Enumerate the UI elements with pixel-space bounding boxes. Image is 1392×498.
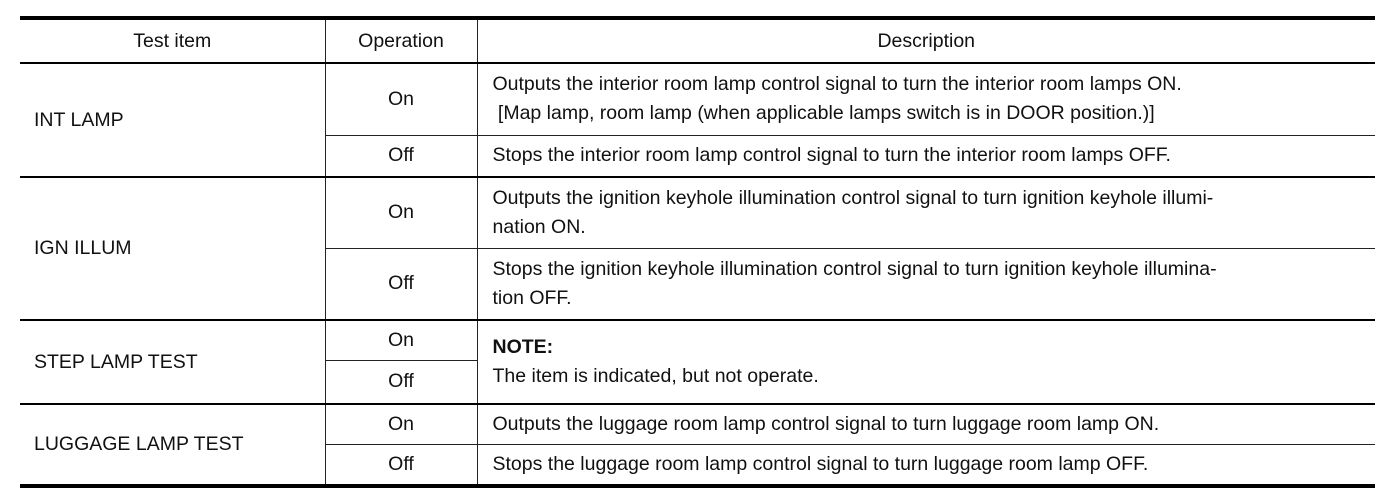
description-cell: [477, 177, 1375, 248]
table-row: [20, 63, 1375, 135]
description-line: Stops the ignition keyhole illumination control signal to turn ignition keyhole illumina-: [492, 257, 1217, 280]
note-cell: [477, 320, 1375, 404]
description-line: Outputs the luggage room lamp control signal to turn luggage room lamp ON.: [492, 412, 1160, 435]
header-test-item: Test item: [20, 18, 325, 63]
header-row: [20, 18, 1375, 63]
operation-on: On: [325, 404, 477, 444]
operation-on: On: [325, 177, 477, 248]
description-line: nation ON.: [492, 215, 586, 238]
description-line: tion OFF.: [492, 286, 572, 309]
description-cell: [477, 248, 1375, 320]
note-text: The item is indicated, but not operate.: [492, 365, 819, 387]
operation-off: Off: [325, 444, 477, 486]
test-item-int-lamp: INT LAMP: [20, 63, 325, 177]
header-operation: Operation: [325, 18, 477, 63]
description-line: [Map lamp, room lamp (when applicable lamps switch is in DOOR position.)]: [492, 102, 1155, 125]
description-line: Outputs the ignition keyhole illumination control signal to turn ignition keyhole illumi-: [492, 186, 1214, 209]
note-title: NOTE:: [492, 336, 554, 358]
table-row: [20, 177, 1375, 248]
description-line: Stops the luggage room lamp control signal to turn luggage room lamp OFF.: [492, 452, 1149, 475]
operation-off: Off: [325, 135, 477, 177]
operation-off: Off: [325, 360, 477, 404]
description-line: Stops the interior room lamp control signal to turn the interior room lamps OFF.: [492, 144, 1171, 167]
test-item-table: [20, 16, 1375, 488]
description-line: Outputs the interior room lamp control signal to turn the interior room lamps ON.: [492, 73, 1182, 96]
header-description: Description: [477, 18, 1375, 63]
table-row: [20, 320, 1375, 360]
test-item-ign-illum: IGN ILLUM: [20, 177, 325, 320]
test-item-luggage-lamp-test: LUGGAGE LAMP TEST: [20, 404, 325, 486]
description-cell: [477, 444, 1375, 486]
test-item-step-lamp-test: STEP LAMP TEST: [20, 320, 325, 404]
table-row: [20, 404, 1375, 444]
description-cell: [477, 135, 1375, 177]
operation-off: Off: [325, 248, 477, 320]
operation-on: On: [325, 320, 477, 360]
description-cell: [477, 63, 1375, 135]
operation-on: On: [325, 63, 477, 135]
description-cell: [477, 404, 1375, 444]
